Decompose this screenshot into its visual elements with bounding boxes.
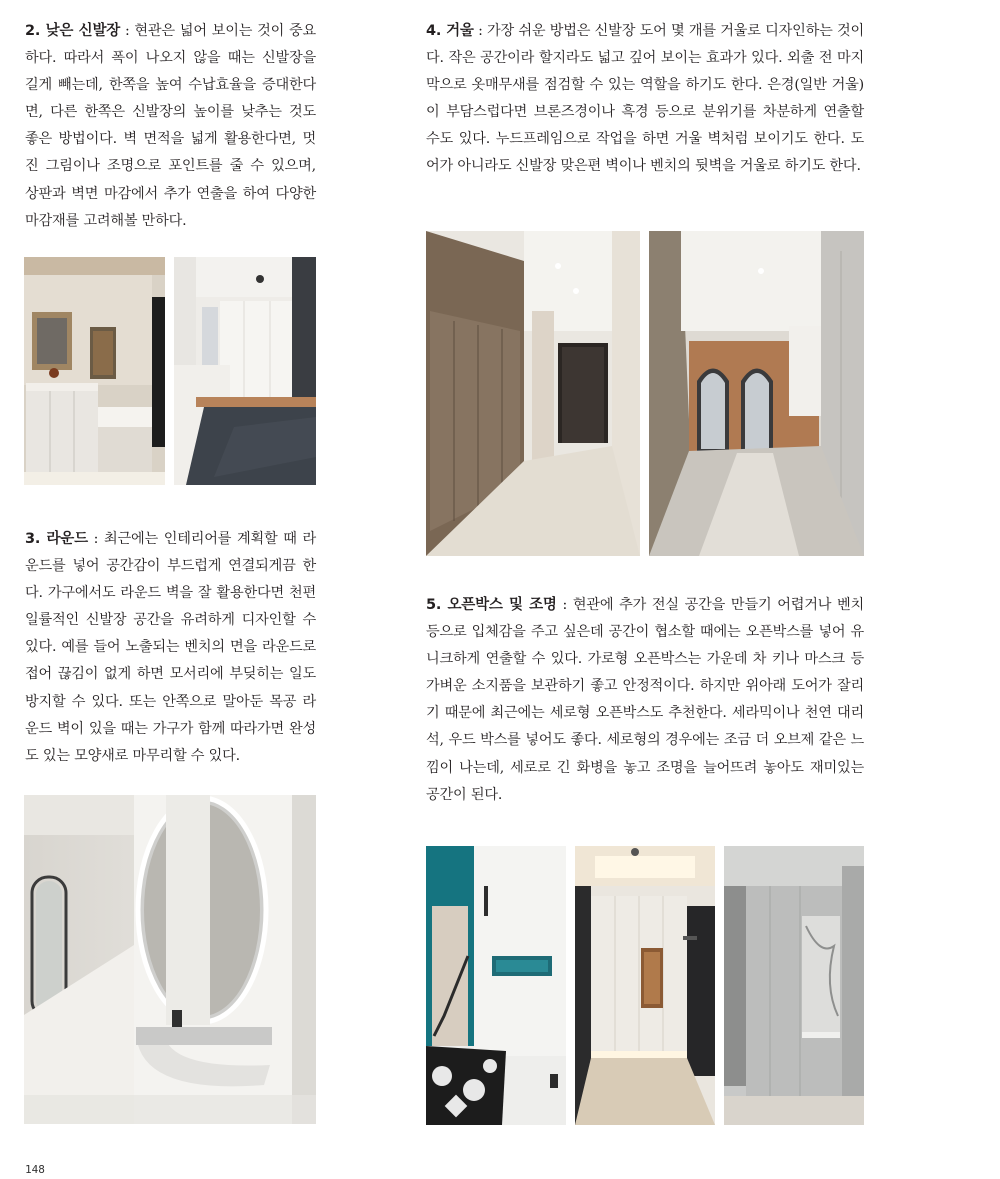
photo-gray-cabinet-marble-niche — [724, 846, 864, 1125]
section-round — [25, 526, 316, 770]
section-heading: 3. 라운드 — [25, 531, 88, 547]
section-body: : 현관에 추가 전실 공간을 만들기 어렵거나 벤치 등으로 입체감을 주고 싶은데 공간이 협소할 때에는 오픈박스를 넣어 유니크하게 연출할 수 있다. 가로형 오픈박스는 가운데 차 키나 마스크 등 가벼운 소지품을 보관하기 좋고 안정적이다. 하지만 위아래 도어가 잘리기 때문에 최근에는 세로형 오픈박스도 추천한다. 세라믹이나 천연 대리석, 우드 박스를 넣어도 좋다. 세로형의 경우에는 조금 더 오브제 같은 느낌이 나는데, 세로로 긴 화병을 놓고 조명을 늘어뜨려 놓아도 재미있는 공간이 된다. — [426, 597, 864, 803]
section-open-box-lighting — [426, 592, 864, 809]
photo-mirror-arched-doors — [649, 231, 864, 556]
page-number: 148 — [25, 1163, 45, 1176]
photo-bronze-mirror-hallway — [426, 231, 640, 556]
photo-long-cabinet-marble-floor — [174, 257, 316, 485]
section-low-shoe-cabinet — [25, 18, 316, 235]
photo-low-cabinet-with-mirror — [24, 257, 165, 485]
section-heading: 4. 거울 — [426, 23, 474, 39]
photo-wood-niche-lighting — [575, 846, 715, 1125]
section-body: : 가장 쉬운 방법은 신발장 도어 몇 개를 거울로 디자인하는 것이다. 작은 공간이라 할지라도 넓고 깊어 보이는 효과가 있다. 외출 전 마지막으로 옷매무새를 점검할 수 있는 역할을 하기도 한다. 은경(일반 거울)이 부담스럽다면 브론즈경이나 흑경 등으로 분위기를 차분하게 연출할 수도 있다. 누드프레임으로 작업을 하면 거울 벽처럼 보이기도 한다. 도어가 아니라도 신발장 맞은편 벽이나 벤치의 뒷벽을 거울로 하기도 한다. — [426, 23, 864, 175]
section-body: : 현관은 넓어 보이는 것이 중요하다. 따라서 폭이 나오지 않을 때는 신발장을 길게 빼는데, 한쪽을 높여 수납효율을 증대한다면, 다른 한쪽은 신발장의 높이를 낮추는 것도 좋은 방법이다. 벽 면적을 넓게 활용한다면, 멋진 그림이나 조명으로 포인트를 줄 수 있으며, 상판과 벽면 마감에서 추가 연출을 하여 다양한 마감재를 고려해볼 만하다. — [25, 23, 316, 229]
section-body: : 최근에는 인테리어를 계획할 때 라운드를 넣어 공간감이 부드럽게 연결되게끔 한다. 가구에서도 라운드 벽을 잘 활용한다면 천편일률적인 신발장 공간을 유려하게 디자인할 수 있다. 예를 들어 노출되는 벤치의 면을 라운드로 접어 끊김이 없게 하면 모서리에 부딪히는 일도 방지할 수 있다. 또는 안쪽으로 말아둔 목공 라운드 벽이 있을 때는 가구가 함께 따라가면 완성도 있는 모양새로 마무리할 수 있다. — [25, 531, 317, 764]
photo-teal-wall-open-box — [426, 846, 566, 1125]
photo-round-mirror-bench — [24, 795, 316, 1124]
section-mirror — [426, 18, 864, 181]
section-heading: 5. 오픈박스 및 조명 — [426, 597, 557, 613]
section-heading: 2. 낮은 신발장 — [25, 23, 121, 39]
